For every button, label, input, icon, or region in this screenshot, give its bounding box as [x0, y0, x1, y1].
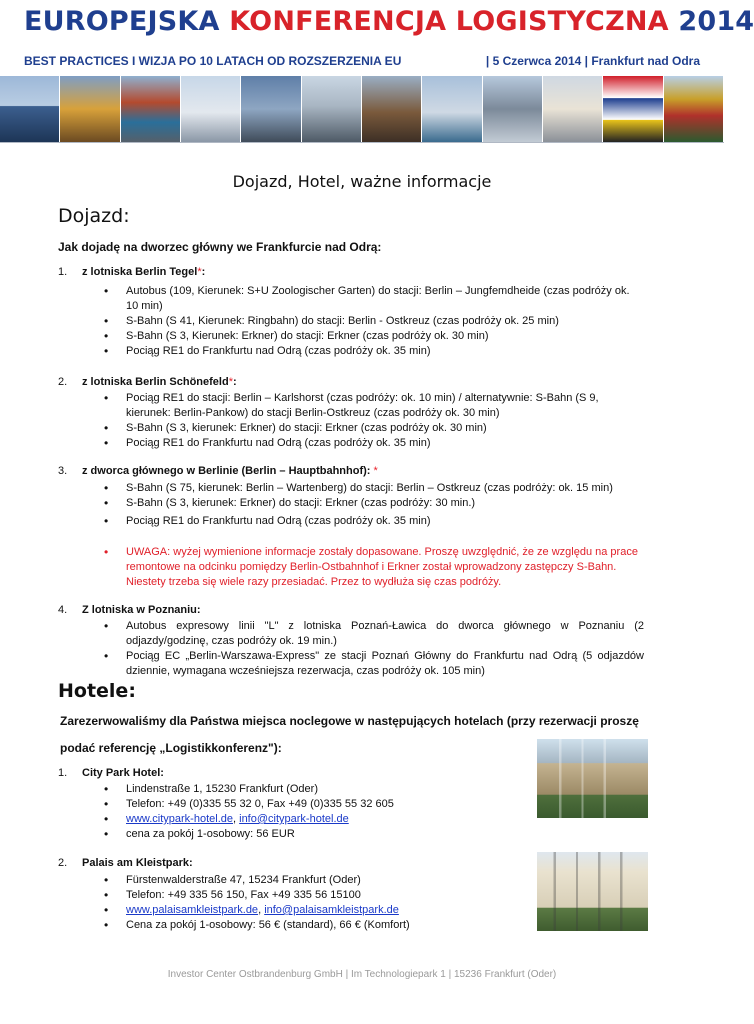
link-separator: , [233, 813, 240, 825]
route-item-tegel [58, 266, 205, 278]
banner-photo-freight [362, 76, 422, 142]
hotel-item-palais [58, 857, 193, 869]
banner-title-part1: EUROPEJSKA [24, 6, 230, 37]
route-star: * [370, 465, 378, 477]
route-bullets-schoenefeld [104, 391, 644, 451]
route-bullets-hauptbahnhof-more [104, 514, 644, 529]
banner-subtitle-left: BEST PRACTICES I WIZJA PO 10 LATACH OD ROZSZERZENIA EU [24, 54, 402, 68]
hotels-intro-line2: podać referencję „Logistikkonferenz"): [60, 741, 282, 755]
route-title: z lotniska Berlin Tegel [82, 266, 198, 278]
hotel-name: Palais am Kleistpark: [82, 857, 193, 869]
section-heading-hotele: Hotele: [58, 680, 136, 702]
banner-title-part2: KONFERENCJA LOGISTYCZNA [229, 6, 669, 37]
route-title: z dworca głównego w Berlinie (Berlin – Hauptbahnhof): [82, 465, 371, 477]
route-star: * [197, 266, 202, 278]
link-separator: , [258, 904, 265, 916]
banner-photo-ship [0, 76, 60, 142]
hotel-photo-citypark [537, 739, 648, 818]
route-number: 3. [58, 465, 68, 477]
hotel-website-link[interactable]: www.palaisamkleistpark.de [126, 904, 259, 916]
banner-photo-flags [603, 76, 663, 142]
hotel-website-link[interactable]: www.citypark-hotel.de [126, 813, 233, 825]
route-number: 1. [58, 266, 68, 278]
section-heading-dojazd: Dojazd: [58, 205, 130, 227]
list-item: • Pociąg RE1 do Frankfurtu nad Odrą (czas podróży ok. 35 min) [104, 344, 644, 359]
banner-title-part3: 2014 [668, 6, 754, 37]
route-star: * [228, 376, 233, 388]
banner-photo-cathedral [664, 76, 724, 142]
hotel-email-link[interactable]: info@citypark-hotel.de [239, 813, 349, 825]
route-title: z lotniska Berlin Schönefeld [82, 376, 229, 388]
hotel-photo-palais [537, 852, 648, 931]
route-bullets-hauptbahnhof [104, 481, 644, 511]
page-title: Dojazd, Hotel, ważne informacje [232, 172, 492, 191]
route-colon: : [232, 376, 237, 388]
banner-photo-containers [121, 76, 181, 142]
warning-note: • UWAGA: wyżej wymienione informacje zostały dopasowane. Proszę uwzględnić, że ze względu na prace remontowe na odcinku pomiędzy Berlin-Ostbahnhof i Erkner został wprowadzony zastępczy S-Bahn. Niestety trzeba się wiele razy przesiadać. Przez to wydłuża się czas podróży. [104, 545, 644, 590]
hotels-intro-line1: Zarezerwowaliśmy dla Państwa miejsca noclegowe w następujących hotelach (przy rezerwacji proszę [60, 714, 639, 728]
conference-banner [0, 0, 754, 143]
route-number: 4. [58, 604, 68, 616]
banner-photo-city [483, 76, 543, 142]
banner-subtitle [24, 54, 700, 68]
banner-photo-palace [543, 76, 603, 142]
list-item: • S-Bahn (S 3, Kierunek: Erkner) do stacji: Erkner (czas podróży ok. 30 min) [104, 329, 644, 344]
hotel-number: 2. [58, 857, 68, 869]
route-item-poznan [58, 604, 201, 616]
banner-photo-highway [241, 76, 301, 142]
route-bullets-poznan [104, 619, 644, 679]
route-number: 2. [58, 376, 68, 388]
hotel-name: City Park Hotel: [82, 767, 164, 779]
list-item: • Pociąg RE1 do Frankfurtu nad Odrą (czas podróży ok. 35 min) [104, 436, 644, 451]
hotel-number: 1. [58, 767, 68, 779]
list-item: • Pociąg EC „Berlin-Warszawa-Express" ze stacji Poznań Główny do Frankfurtu nad Odrą (5 odjazdów dziennie, wymagana wcześniejsza rezerwacja, czas podróży ok. 105 min) [104, 649, 644, 679]
hotel-price: • cena za pokój 1-osobowy: 56 EUR [104, 827, 644, 842]
route-item-schoenefeld [58, 376, 237, 388]
banner-photo-road [302, 76, 362, 142]
list-item: • Autobus expresowy linii "L" z lotniska Poznań-Ławica do dworca głównego w Poznaniu (2 odjazdy/godzinę, czas podróży ok. 19 min.) [104, 619, 644, 649]
hotel-phone: • Telefon: +49 (0)335 55 32 0, Fax +49 (0)335 55 32 605 [104, 797, 644, 812]
banner-subtitle-right: | 5 Czerwca 2014 | Frankfurt nad Odra [485, 54, 700, 68]
hotel-price: • Cena za pokój 1-osobowy: 56 € (standard), 66 € (Komfort) [104, 918, 644, 933]
hotel-phone: • Telefon: +49 335 56 150, Fax +49 335 56 15100 [104, 888, 644, 903]
hotel-email-link[interactable]: info@palaisamkleistpark.de [264, 904, 399, 916]
banner-photo-bridge [422, 76, 482, 142]
hotel-address: • Lindenstraße 1, 15230 Frankfurt (Oder) [104, 782, 644, 797]
banner-photo-strip [0, 76, 724, 143]
route-item-hauptbahnhof [58, 465, 378, 477]
dojazd-subheading: Jak dojadę na dworzec główny we Frankfurcie nad Odrą: [58, 240, 382, 254]
banner-photo-workers [60, 76, 120, 142]
hotel-address: • Fürstenwalderstraße 47, 15234 Frankfurt (Oder) [104, 873, 644, 888]
list-item: • Pociąg RE1 do stacji: Berlin – Karlshorst (czas podróży: ok. 10 min) / alternatywnie: S-Bahn (S 9, kierunek: Berlin-Pankow) do stacji Berlin-Ostkreuz (czas podróży ok. 30 min) [104, 391, 644, 421]
route-colon: : [201, 266, 206, 278]
list-item: • S-Bahn (S 41, Kierunek: Ringbahn) do stacji: Berlin - Ostkreuz (czas podróży ok. 25 min) [104, 314, 644, 329]
banner-photo-tower [181, 76, 241, 142]
hotel-item-citypark [58, 767, 164, 779]
route-warning [104, 545, 644, 590]
list-item: • S-Bahn (S 3, kierunek: Erkner) do stacji: Erkner (czas podróży ok. 30 min) [104, 421, 644, 436]
list-item: • Pociąg RE1 do Frankfurtu nad Odrą (czas podróży ok. 35 min) [104, 514, 644, 529]
route-title: Z lotniska w Poznaniu: [82, 604, 201, 616]
route-bullets-tegel [104, 284, 644, 359]
banner-title [24, 6, 754, 37]
list-item: • S-Bahn (S 75, kierunek: Berlin – Wartenberg) do stacji: Berlin – Ostkreuz (czas podróży: ok. 15 min) [104, 481, 644, 496]
list-item: • Autobus (109, Kierunek: S+U Zoologischer Garten) do stacji: Berlin – Jungfemdheide (czas podróży ok. 10 min) [104, 284, 644, 314]
page-footer: Investor Center Ostbrandenburg GmbH | Im Technologiepark 1 | 15236 Frankfurt (Oder) [167, 969, 557, 980]
list-item: • S-Bahn (S 3, kierunek: Erkner) do stacji: Erkner (czas podróży: 30 min.) [104, 496, 644, 511]
